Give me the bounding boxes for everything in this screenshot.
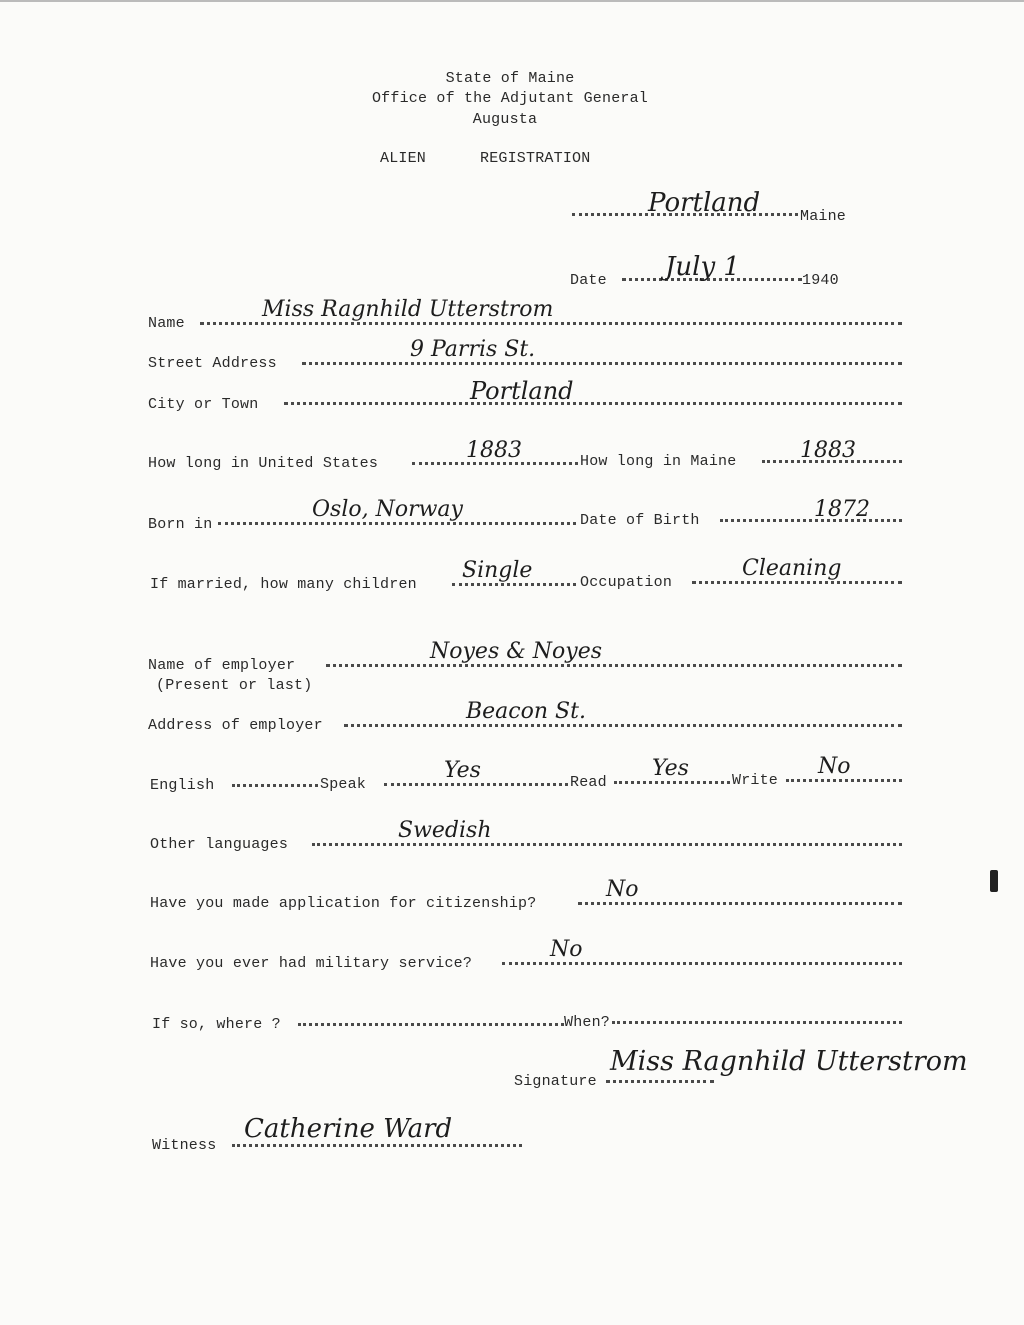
signature-value: Miss Ragnhild Utterstrom [610,1046,968,1077]
date-label: Date [570,272,607,289]
born-in-label: Born in [148,516,213,533]
how-long-us-label: How long in United States [148,455,379,472]
other-languages-line [312,843,902,846]
signature-label: Signature [514,1073,597,1090]
street-label: Street Address [148,355,277,372]
military-label: Have you ever had military service? [150,955,473,972]
children-value: Single [462,558,533,583]
how-long-us-value: 1883 [466,438,522,463]
where-line [298,1023,564,1026]
employer-address-label: Address of employer [148,717,323,734]
citizenship-line [578,902,902,905]
ink-smudge [990,870,998,892]
where-label: If so, where ? [152,1016,281,1033]
children-line [452,583,576,586]
other-languages-label: Other languages [150,836,289,853]
city-label: City or Town [148,396,259,413]
date-of-birth-value: 1872 [814,497,870,522]
date-of-birth-label: Date of Birth [580,512,700,529]
street-line [302,362,902,365]
when-label: When? [564,1014,611,1031]
date-value: July 1 [665,252,740,282]
citizenship-label: Have you made application for citizenship? [150,895,537,912]
english-label: English [150,777,215,794]
military-value: No [550,937,583,962]
place-suffix: Maine [800,208,847,225]
occupation-value: Cleaning [742,556,842,581]
english-line [232,784,318,787]
other-languages-value: Swedish [398,818,492,843]
employer-address-value: Beacon St. [466,699,586,724]
read-label: Read [570,774,607,791]
speak-line [384,783,568,786]
read-line [614,781,730,784]
form-title-registration: REGISTRATION [480,150,591,167]
witness-label: Witness [152,1137,217,1154]
name-label: Name [148,315,185,332]
write-line [786,779,902,782]
children-label: If married, how many children [150,576,417,593]
signature-line [606,1080,714,1083]
date-year: 1940 [802,272,839,289]
read-value: Yes [652,756,689,781]
speak-label: Speak [320,776,367,793]
name-value: Miss Ragnhild Utterstrom [262,297,554,322]
how-long-maine-value: 1883 [800,438,856,463]
write-label: Write [732,772,779,789]
born-in-value: Oslo, Norway [312,497,463,522]
born-in-line [218,522,576,525]
employer-line [326,664,902,667]
name-line [200,322,902,325]
date-of-birth-line [720,519,902,522]
form-title-alien: ALIEN [380,150,427,167]
scan-top-edge [0,0,1024,2]
header-city: Augusta [472,111,538,128]
employer-label: Name of employer [148,657,296,674]
city-value: Portland [470,377,574,405]
occupation-label: Occupation [580,574,673,591]
employer-address-line [344,724,902,727]
street-value: 9 Parris St. [410,337,536,362]
employer-sublabel: (Present or last) [156,677,313,694]
military-line [502,962,902,965]
witness-line [232,1144,522,1147]
city-line [284,402,902,405]
speak-value: Yes [444,758,481,783]
citizenship-value: No [606,877,639,902]
how-long-maine-label: How long in Maine [580,453,737,470]
place-value: Portland [648,188,761,218]
witness-value: Catherine Ward [244,1114,453,1144]
employer-value: Noyes & Noyes [430,639,603,664]
write-value: No [818,754,851,779]
header-office: Office of the Adjutant General [371,90,649,107]
header-state: State of Maine [445,70,575,87]
occupation-line [692,581,902,584]
when-line [612,1021,902,1024]
